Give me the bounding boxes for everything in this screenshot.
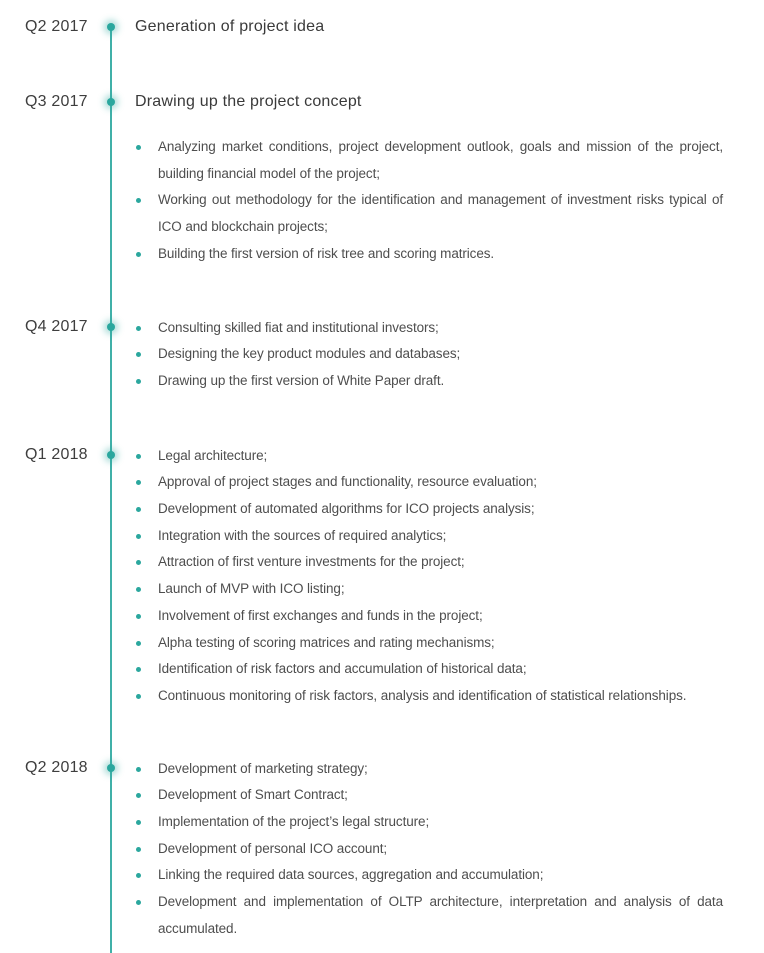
- milestone-item: Legal architecture;: [135, 443, 723, 470]
- milestone-item: Linking the required data sources, aggregation and accumulation;: [135, 862, 723, 889]
- milestone-item: Working out methodology for the identification and management of investment risks typical of ICO and blockchain projects;: [135, 187, 723, 240]
- timeline-dot-icon: [107, 98, 115, 106]
- milestone-list: [135, 134, 723, 268]
- timeline-section-q2-2017: [0, 15, 764, 39]
- milestone-item: Development of marketing strategy;: [135, 756, 723, 783]
- milestone-item: Attraction of first venture investments for the project;: [135, 549, 723, 576]
- milestone-item: Launch of MVP with ICO listing;: [135, 576, 723, 603]
- timeline-section-q2-2018: [0, 756, 764, 943]
- milestone-item: Continuous monitoring of risk factors, analysis and identification of statistical relationships.: [135, 683, 723, 710]
- timeline-section-q3-2017: [0, 90, 764, 268]
- milestone-list: [135, 443, 723, 710]
- timeline-dot-icon: [107, 323, 115, 331]
- section-content: [135, 15, 723, 39]
- milestone-item: Approval of project stages and functionality, resource evaluation;: [135, 469, 723, 496]
- quarter-label: Q1 2018: [25, 445, 88, 463]
- milestone-item: Integration with the sources of required analytics;: [135, 523, 723, 550]
- timeline-dot-icon: [107, 451, 115, 459]
- milestone-item: Alpha testing of scoring matrices and rating mechanisms;: [135, 630, 723, 657]
- milestone-item: Building the first version of risk tree and scoring matrices.: [135, 241, 723, 268]
- timeline-section-q1-2018: [0, 443, 764, 710]
- milestone-item: Drawing up the first version of White Paper draft.: [135, 368, 723, 395]
- milestone-list: [135, 315, 723, 395]
- milestone-header: Generation of project idea: [135, 18, 325, 35]
- quarter-label: Q2 2018: [25, 758, 88, 776]
- quarter-label: Q2 2017: [25, 18, 88, 35]
- milestone-item: Analyzing market conditions, project development outlook, goals and mission of the project, building financial model of the project;: [135, 134, 723, 187]
- milestone-item: Development of Smart Contract;: [135, 782, 723, 809]
- milestone-item: Development of personal ICO account;: [135, 836, 723, 863]
- quarter-label: Q3 2017: [25, 93, 88, 110]
- milestone-item: Implementation of the project’s legal structure;: [135, 809, 723, 836]
- milestone-item: Involvement of first exchanges and funds in the project;: [135, 603, 723, 630]
- milestone-item: Consulting skilled fiat and institutional investors;: [135, 315, 723, 342]
- section-content: [135, 315, 723, 395]
- timeline-dot-icon: [107, 764, 115, 772]
- section-content: [135, 756, 723, 943]
- milestone-item: Development of automated algorithms for ICO projects analysis;: [135, 496, 723, 523]
- milestone-list: [135, 756, 723, 943]
- section-content: [135, 443, 723, 710]
- quarter-label: Q4 2017: [25, 317, 88, 335]
- milestone-header: Drawing up the project concept: [135, 93, 362, 110]
- milestone-item: Designing the key product modules and databases;: [135, 341, 723, 368]
- milestone-item: Identification of risk factors and accumulation of historical data;: [135, 656, 723, 683]
- milestone-item: Development and implementation of OLTP architecture, interpretation and analysis of data accumulated.: [135, 889, 723, 942]
- section-content: [135, 90, 723, 268]
- timeline-dot-icon: [107, 23, 115, 31]
- timeline-section-q4-2017: [0, 315, 764, 395]
